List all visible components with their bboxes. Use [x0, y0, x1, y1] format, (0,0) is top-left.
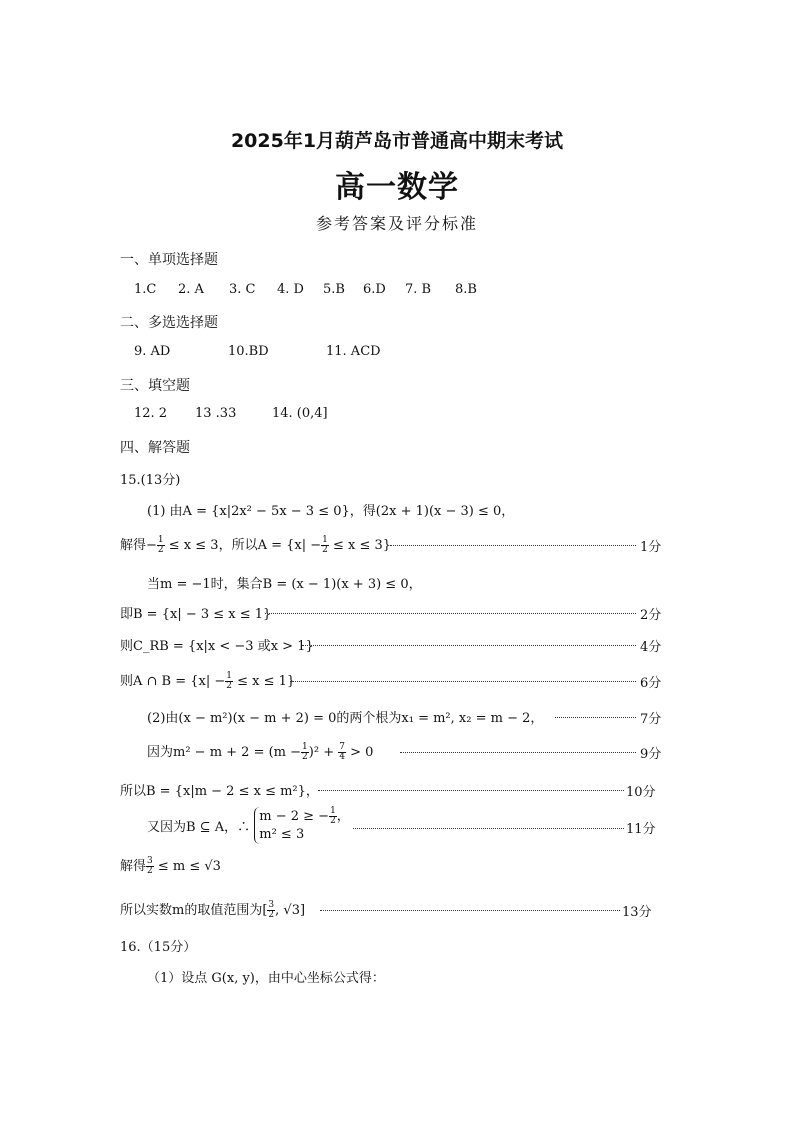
q15-line-5: 则C_RB = {x|x < −3 或x > 1} [120, 639, 314, 654]
fraction-one-half: $\frac{1}{2}$ [322, 535, 328, 555]
answer-key-subtitle: 参考答案及评分标准 [315, 214, 478, 233]
answer-14: 14. (0,4] [272, 406, 328, 421]
leader-dots [390, 545, 636, 546]
answer-1: 1.C [134, 282, 157, 297]
q15-line-9: 所以B = {x|m − 2 ≤ x ≤ m²}， [120, 784, 319, 799]
q15-line-6: 则A ∩ B = {x| − $\frac{1}{2}$ ≤ x ≤ 1} [120, 671, 296, 691]
answer-3: 3. C [229, 282, 256, 297]
answer-4: 4. D [277, 282, 304, 297]
answer-2: 2. A [178, 282, 204, 297]
answer-11: 11. ACD [326, 344, 381, 359]
answer-7: 7. B [405, 282, 432, 297]
score-4: 6分 [640, 676, 662, 691]
score-5: 7分 [640, 712, 662, 727]
q16-heading: 16.（15分） [120, 940, 197, 955]
answer-12: 12. 2 [134, 406, 168, 421]
answer-6: 6.D [363, 282, 386, 297]
q15-line-2: 解得− $\frac{1}{2}$ ≤ x ≤ 3，所以A = {x| − $\frac{1}{2}$ ≤ x ≤ 3} [120, 535, 392, 555]
fraction-three-halves: $\frac{3}{2}$ [147, 856, 153, 876]
inequality-system: m − 2 ≥ − $\frac{1}{2}$ ， m² ≤ 3 [254, 807, 350, 844]
answer-13: 13 .33 [195, 406, 237, 421]
exam-title: 2025年1月葫芦岛市普通高中期末考试 [230, 130, 564, 152]
q15-heading: 15.(13分) [120, 473, 181, 488]
section-single-choice: 一、单项选择题 [120, 252, 218, 268]
q16-line-1: （1）设点 G(x, y)，由中心坐标公式得： [147, 971, 385, 986]
q15-line-12: 所以实数m的取值范围为[ $\frac{3}{2}$ , √3] [120, 900, 306, 920]
score-7: 10分 [626, 785, 656, 800]
answer-9: 9. AD [134, 344, 171, 359]
answer-10: 10.BD [228, 344, 269, 359]
fraction-one-half: $\frac{1}{2}$ [330, 806, 336, 826]
fraction-three-halves: $\frac{3}{2}$ [268, 900, 275, 920]
leader-dots [318, 790, 624, 791]
leader-dots [320, 910, 620, 911]
score-6: 9分 [640, 747, 662, 762]
fraction-one-half: $\frac{1}{2}$ [226, 671, 232, 691]
fraction-one-half: $\frac{1}{2}$ [157, 535, 164, 555]
answer-8: 8.B [455, 282, 477, 297]
leader-dots [302, 645, 636, 646]
leader-dots [353, 828, 624, 829]
answer-5: 5.B [323, 282, 345, 297]
score-9: 13分 [622, 905, 652, 920]
q15-line-10: 又因为B ⊆ A，∴ m − 2 ≥ − $\frac{1}{2}$ ， m² ≤ 3 [147, 806, 350, 842]
q15-line-7: (2)由(x − m²)(x − m + 2) = 0的两个根为x₁ = m², x₂ = m − 2， [147, 711, 544, 726]
score-1: 1分 [640, 540, 662, 555]
leader-dots [290, 681, 636, 682]
section-solutions: 四、解答题 [120, 440, 190, 456]
leader-dots [555, 717, 636, 718]
subject-title: 高一数学 [335, 170, 459, 205]
leader-dots [265, 613, 636, 614]
q15-line-1: (1) 由A = {x|2x² − 5x − 3 ≤ 0}，得(2x + 1)(x − 3) ≤ 0， [147, 504, 515, 519]
q15-line-4: 即B = {x| − 3 ≤ x ≤ 1} [120, 607, 272, 622]
fraction-seven-quarters: $\frac{7}{4}$ [339, 742, 345, 762]
leader-dots [400, 752, 636, 753]
section-multi-choice: 二、多选选择题 [120, 315, 218, 331]
q15-line-11: 解得 $\frac{3}{2}$ ≤ m ≤ √3 [120, 856, 221, 876]
q15-line-3: 当m = −1时，集合B = (x − 1)(x + 3) ≤ 0， [147, 577, 422, 592]
score-2: 2分 [640, 608, 662, 623]
score-3: 4分 [640, 640, 662, 655]
score-8: 11分 [626, 822, 656, 837]
section-fill-blank: 三、填空题 [120, 378, 190, 394]
q15-line-8: 因为m² − m + 2 = (m − $\frac{1}{2}$ )² + $\frac{7}{4}$ > 0 [147, 742, 374, 762]
fraction-one-half: $\frac{1}{2}$ [302, 742, 308, 762]
